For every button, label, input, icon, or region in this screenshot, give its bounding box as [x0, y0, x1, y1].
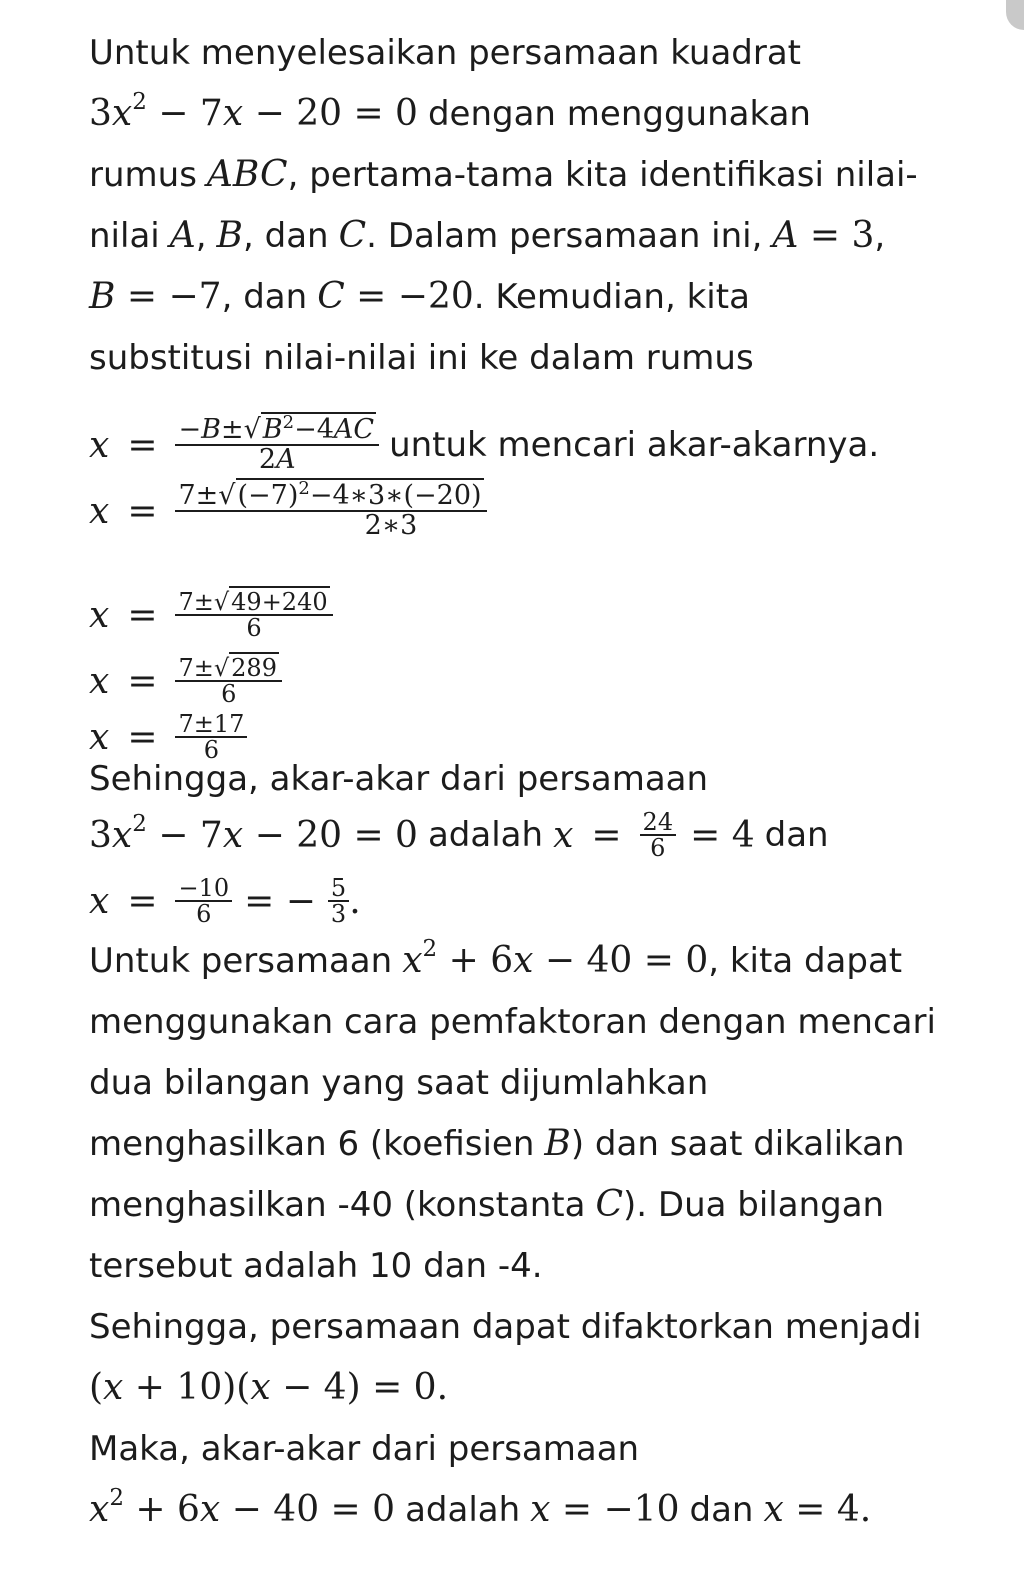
equals-sign: = [127, 880, 158, 922]
text: dan [764, 815, 829, 855]
text: . Kemudian, kita [473, 277, 750, 317]
x-equals: x [89, 594, 110, 636]
equals-sign: = [127, 424, 158, 466]
text: , kita dapat [708, 941, 903, 981]
p2-line1 [89, 756, 708, 817]
p1-line4 [89, 213, 989, 274]
step-3-numerator: 7±√289 [178, 654, 277, 682]
p3-line6 [89, 1243, 989, 1304]
math-a-value: A = 3 [772, 215, 875, 256]
text: ). Dua bilangan [623, 1185, 885, 1225]
denominator: 3 [330, 900, 347, 928]
p1-line5 [89, 274, 989, 335]
equals-sign: = [127, 660, 158, 702]
p3-line10 [89, 1487, 989, 1548]
math-c: C [338, 215, 367, 256]
root-2-fraction [175, 876, 232, 926]
text: Untuk persamaan [89, 941, 393, 981]
step-2-denominator: 6 [246, 614, 262, 642]
x-equals: x [89, 716, 110, 758]
math-b: B [216, 215, 244, 256]
text: tersebut adalah 10 dan -4. [89, 1246, 543, 1286]
p1-line6 [89, 335, 989, 396]
step-4-fraction [175, 712, 247, 762]
formula-denominator: 2A [258, 444, 296, 475]
p3-line3 [89, 1060, 989, 1121]
equals-sign: = [127, 490, 158, 532]
text: substitusi nilai-nilai ini ke dalam rumus [89, 338, 754, 378]
x-equals: x [89, 424, 110, 466]
quadratic-formula [89, 412, 880, 475]
p3-line2 [89, 999, 989, 1060]
fraction-bar [175, 510, 486, 512]
equation-2-repeat: $x^2 + 6x - 40 = 0$ [89, 1485, 396, 1530]
step-1-numerator: $7\pm√(-7)^2-4∗3∗(-20)$ [178, 478, 482, 511]
text: , dan [221, 277, 308, 317]
text: dua bilangan yang saat dijumlahkan [89, 1063, 709, 1103]
text: , dan [243, 216, 329, 256]
x-var: x [89, 880, 110, 922]
x-var: x [553, 814, 574, 856]
text: menghasilkan -40 (konstanta [89, 1185, 586, 1225]
text: dengan menggunakan [427, 94, 811, 134]
step-4 [89, 712, 247, 762]
text: , [195, 216, 207, 256]
text: , [874, 216, 886, 256]
text: menghasilkan 6 (koefisien [89, 1124, 535, 1164]
p2-line3 [89, 876, 361, 926]
formula-fraction [175, 412, 379, 475]
p3-line4 [89, 1121, 989, 1182]
math-c-value: C = −20 [317, 276, 474, 317]
numerator: 24 [642, 808, 674, 836]
text: dan [689, 1490, 754, 1530]
equation-2: $x^2 + 6x - 40 = 0$ [402, 936, 709, 981]
paragraph-3 [89, 938, 989, 1548]
denominator: 6 [650, 834, 666, 862]
p1-line3 [89, 152, 989, 213]
period: . [349, 880, 361, 922]
equals-minus: = − [244, 880, 316, 922]
text: Sehingga, akar-akar dari persamaan [89, 759, 709, 799]
text: Sehingga, persamaan dapat difaktorkan menjadi [89, 1307, 922, 1347]
text: rumus [89, 155, 197, 195]
equals-sign: = [127, 594, 158, 636]
text: , pertama-tama kita identifikasi nilai- [287, 155, 918, 195]
denominator: 6 [196, 900, 212, 928]
text: Maka, akar-akar dari persamaan [89, 1429, 640, 1469]
root-1-fraction [640, 810, 677, 860]
numerator: −10 [178, 874, 230, 902]
p2-line2 [89, 810, 829, 860]
p3-line9 [89, 1426, 989, 1487]
math-abc: ABC [206, 154, 288, 195]
equals-sign: = [127, 716, 158, 758]
text: ) dan saat dikalikan [570, 1124, 905, 1164]
math-b-value: B = −7 [89, 276, 222, 317]
root-a: x = −10 [530, 1489, 680, 1530]
p1-line2 [89, 91, 989, 152]
p3-line7 [89, 1304, 989, 1365]
root-b: x = 4. [763, 1489, 872, 1530]
step-1 [89, 478, 487, 541]
text: . Dalam persamaan ini, [366, 216, 763, 256]
step-2-numerator: 7±√49+240 [178, 588, 328, 616]
p3-line1 [89, 938, 989, 999]
text: nilai [89, 216, 160, 256]
root-2-simplified [328, 876, 349, 926]
text: Untuk menyelesaikan persamaan kuadrat [89, 33, 802, 73]
equals-sign: = [591, 814, 622, 856]
step-3-fraction [175, 656, 281, 706]
p3-line5 [89, 1182, 989, 1243]
p1-line1 [89, 30, 989, 91]
step-1-denominator: 2∗3 [364, 510, 418, 541]
text: menggunakan cara pemfaktoran dengan mencari [89, 1002, 936, 1042]
factored-equation: (x + 10)(x − 4) = 0. [89, 1367, 449, 1408]
scrollbar-thumb[interactable] [1006, 0, 1024, 30]
text: untuk mencari akar-akarnya. [389, 425, 880, 465]
step-4-numerator: 7±17 [178, 710, 245, 738]
step-2-fraction [175, 590, 332, 640]
equation-1-repeat: $3x^2 - 7x - 20 = 0$ [89, 810, 418, 856]
step-4-denominator: 6 [203, 736, 220, 764]
text: adalah [427, 815, 544, 855]
formula-numerator: $-B\pm√B^2-4AC$ [178, 412, 375, 445]
x-equals: x [89, 660, 110, 702]
math-b: B [544, 1123, 571, 1164]
step-1-fraction [175, 478, 486, 541]
step-3 [89, 656, 282, 706]
text: adalah [405, 1490, 521, 1530]
step-2 [89, 590, 333, 640]
numerator: 5 [330, 874, 347, 902]
equation-1: $3x^2 - 7x - 20 = 0$ [89, 89, 418, 134]
root-1-value: = 4 [690, 814, 755, 856]
p3-line8 [89, 1365, 989, 1426]
step-3-denominator: 6 [221, 680, 237, 708]
x-equals: x [89, 490, 110, 532]
math-a: A [169, 215, 196, 256]
math-c: C [595, 1184, 624, 1225]
